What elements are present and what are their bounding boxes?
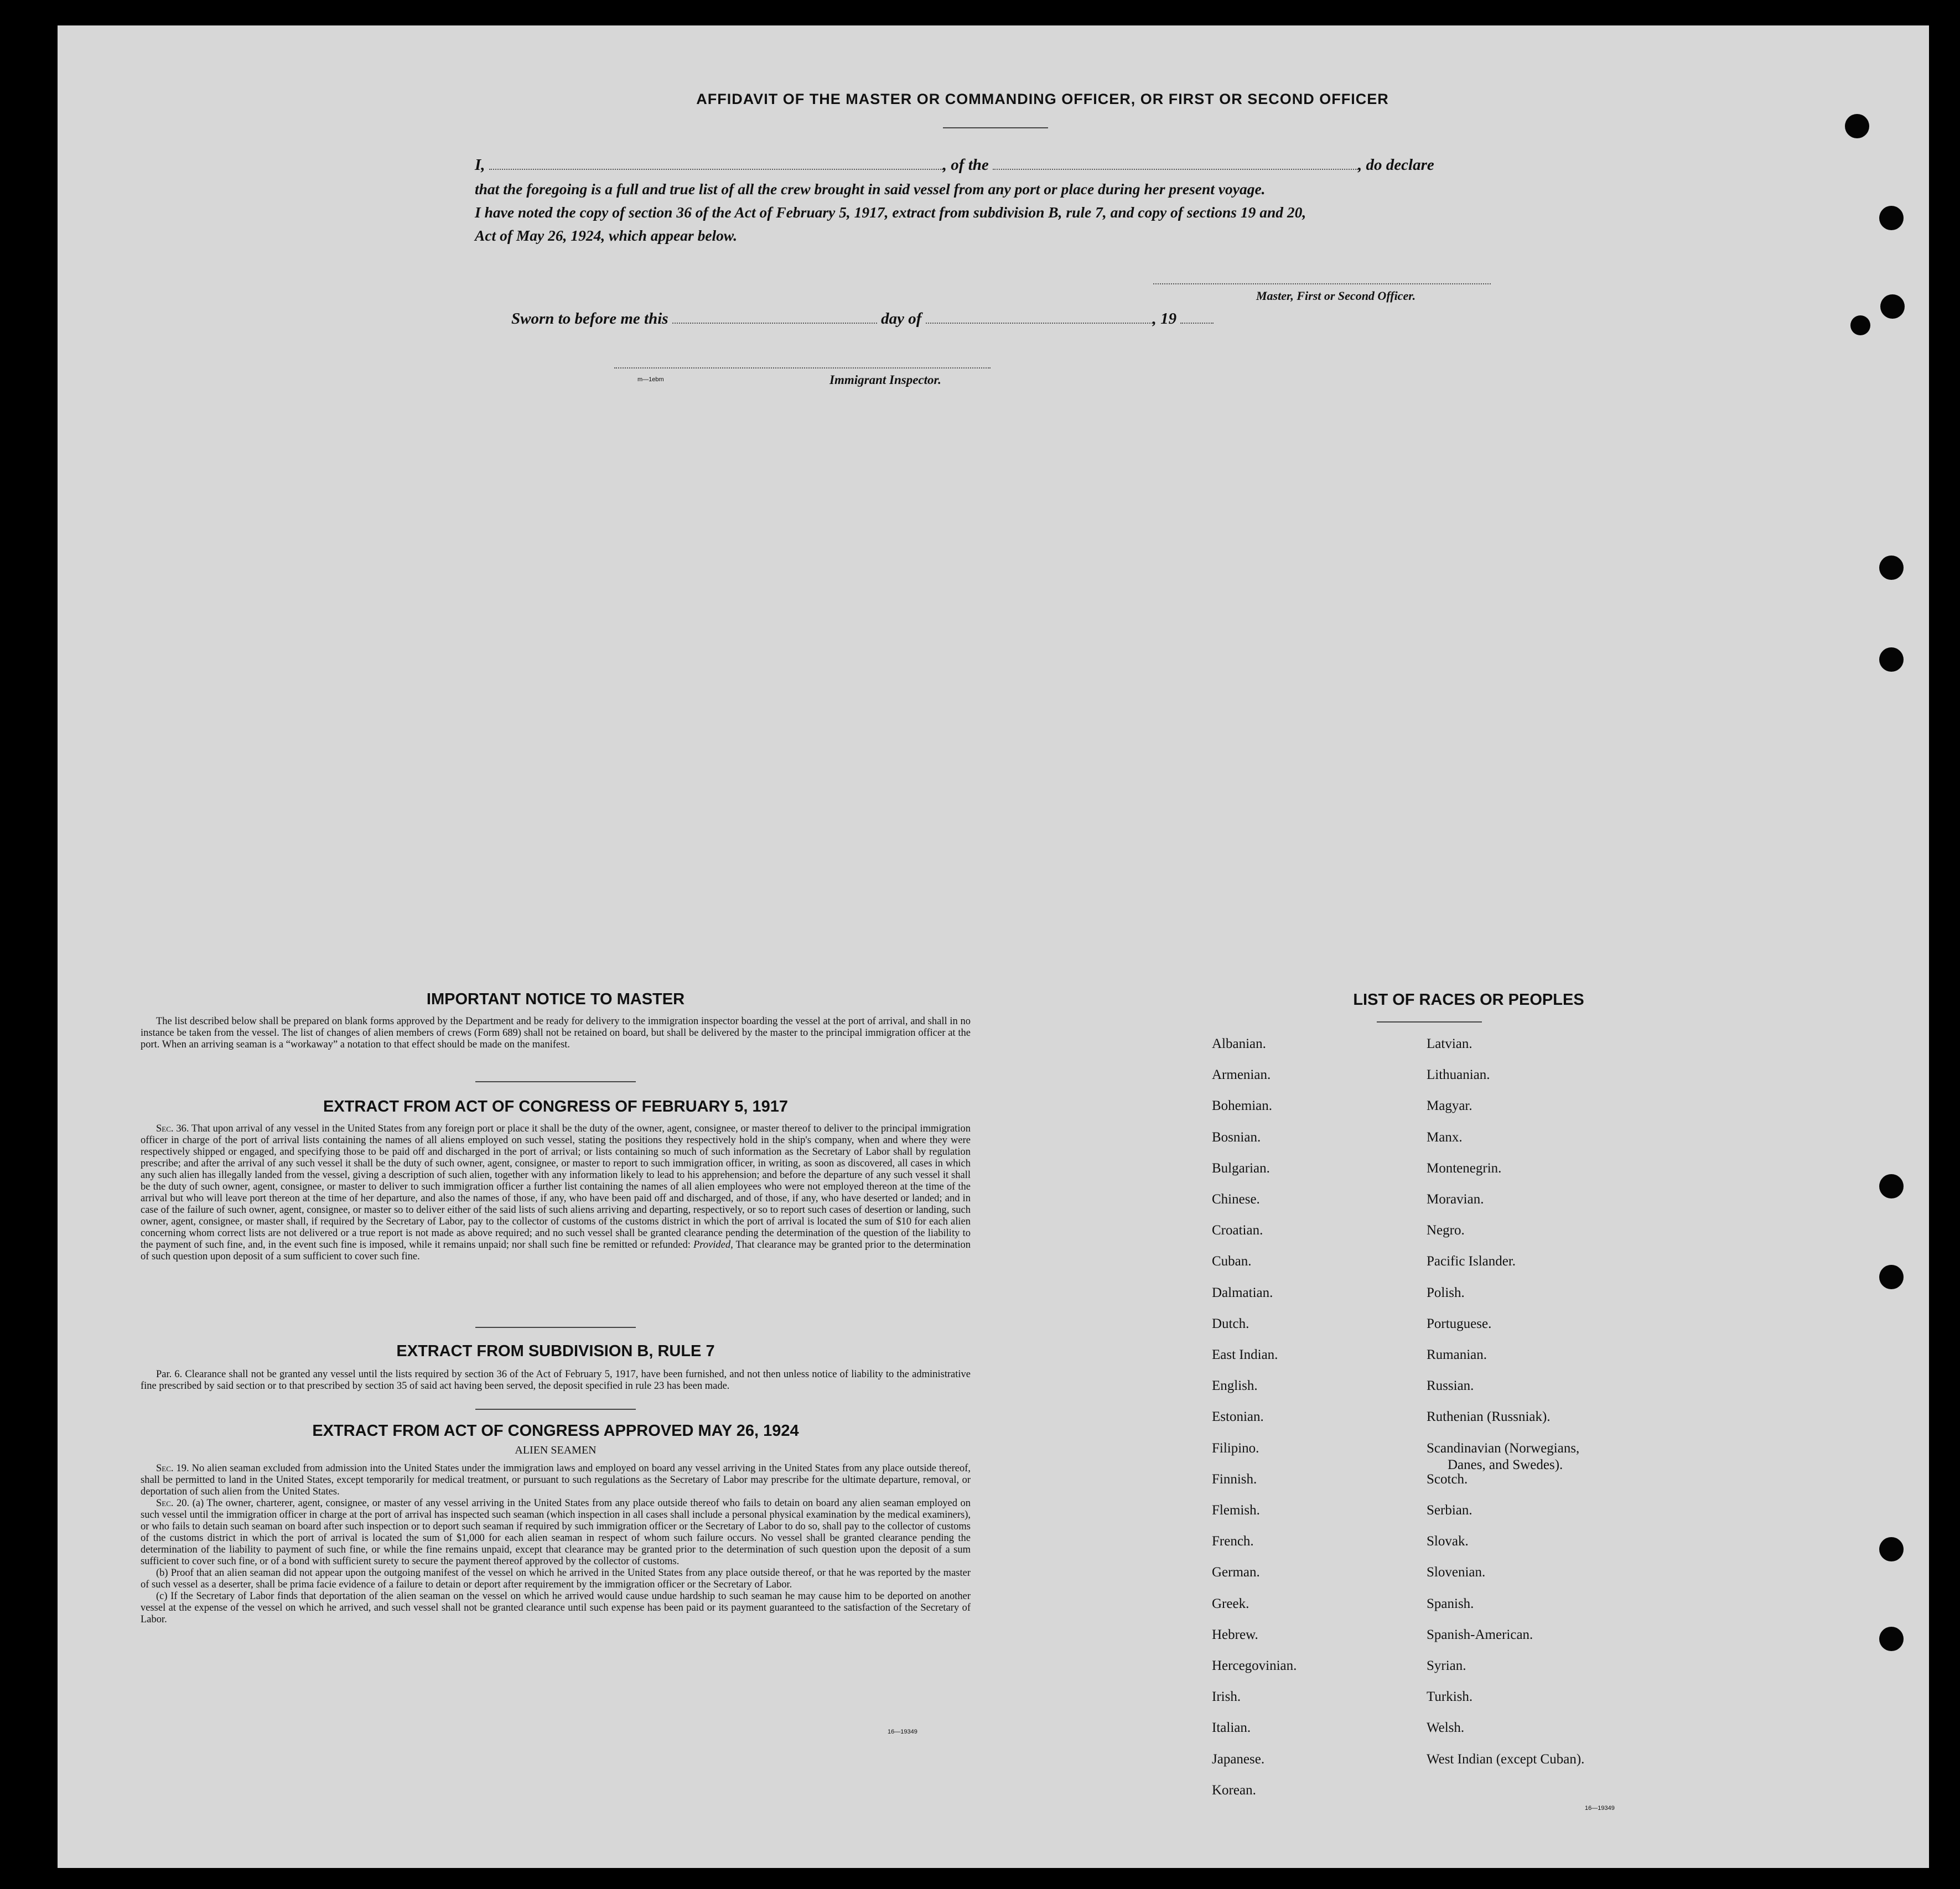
divider <box>475 1327 636 1328</box>
master-signature-label: Master, First or Second Officer. <box>1256 289 1416 303</box>
race-item: Flemish. <box>1212 1503 1260 1518</box>
punch-hole <box>1850 315 1870 335</box>
race-item: Serbian. <box>1427 1503 1472 1518</box>
punch-hole <box>1879 647 1904 672</box>
race-item: Slovak. <box>1427 1534 1469 1549</box>
race-item: Finnish. <box>1212 1471 1257 1487</box>
race-item: Russian. <box>1427 1378 1474 1394</box>
race-item: Ruthenian (Russniak). <box>1427 1409 1551 1425</box>
declaration-line-2: that the foregoing is a full and true list of all the crew brought in said vessel from any port or place during her present voyage. <box>475 180 1266 198</box>
section-36-end: That clearance may be granted prior to the determination of such question upon deposit of a sum sufficient to cover such fine. <box>141 1239 971 1262</box>
extract-1924-text <box>141 1463 971 1626</box>
sworn-year-prefix: , 19 <box>1152 310 1177 328</box>
punch-hole <box>1845 114 1869 138</box>
notice-title: IMPORTANT NOTICE TO MASTER <box>426 990 685 1008</box>
race-item: Cuban. <box>1212 1254 1252 1269</box>
race-item: Portuguese. <box>1427 1316 1492 1331</box>
race-item: Estonian. <box>1212 1409 1264 1425</box>
punch-hole <box>1880 294 1905 319</box>
race-item: Syrian. <box>1427 1658 1466 1673</box>
inspector-label: Immigrant Inspector. <box>829 373 941 387</box>
extract-1917-text <box>141 1123 971 1263</box>
declaration-i: I, <box>475 156 485 174</box>
inspector-signature-line <box>614 367 991 369</box>
declaration-line-4: Act of May 26, 1924, which appear below. <box>475 227 738 244</box>
alien-seamen-subtitle: ALIEN SEAMEN <box>515 1444 597 1456</box>
race-item: Irish. <box>1212 1689 1241 1705</box>
race-item: Scotch. <box>1427 1471 1468 1487</box>
sworn-month-blank[interactable] <box>926 320 1153 324</box>
race-item: English. <box>1212 1378 1258 1394</box>
section-20b-paragraph: (b) Proof that an alien seaman did not appear upon the outgoing manifest of the vessel on which he arrived in the United States from any place outside thereof, or that he was reported by the master of such vessel as a deserter, shall be prima facie evidence of a failure to detain or deport after requirement by the immigration officer or the Secretary of Labor. <box>141 1568 971 1590</box>
declaration-line-1 <box>475 156 1434 174</box>
declaration-line-3: I have noted the copy of section 36 of the Act of February 5, 1917, extract from subdivision B, rule 7, and copy of sections 19 and 20, <box>475 204 1306 221</box>
affidavit-title: AFFIDAVIT OF THE MASTER OR COMMANDING OFFICER, OR FIRST OR SECOND OFFICER <box>696 91 1389 107</box>
document-page <box>58 25 1929 1868</box>
name-blank[interactable] <box>489 167 943 170</box>
race-item: Greek. <box>1212 1596 1249 1611</box>
race-item: Croatian. <box>1212 1223 1263 1238</box>
extract-1924-title: EXTRACT FROM ACT OF CONGRESS APPROVED MAY 26, 1924 <box>312 1422 799 1440</box>
race-item: Italian. <box>1212 1720 1251 1736</box>
race-item: Magyar. <box>1427 1098 1472 1114</box>
punch-hole <box>1879 556 1904 580</box>
race-item: Albanian. <box>1212 1036 1266 1051</box>
race-item: Bosnian. <box>1212 1129 1261 1145</box>
divider <box>475 1409 636 1410</box>
proviso-label: Provided, <box>693 1239 733 1250</box>
punch-hole <box>1879 1627 1904 1651</box>
race-item: East Indian. <box>1212 1347 1278 1362</box>
sworn-year-blank[interactable] <box>1180 320 1214 324</box>
declaration-do-declare: , do declare <box>1358 156 1434 174</box>
race-item: Korean. <box>1212 1782 1256 1798</box>
race-item: Turkish. <box>1427 1689 1473 1705</box>
sworn-day-of: day of <box>881 310 922 328</box>
race-item: Spanish. <box>1427 1596 1474 1611</box>
race-item: Bulgarian. <box>1212 1160 1270 1176</box>
race-item: Negro. <box>1427 1223 1465 1238</box>
race-item: Bohemian. <box>1212 1098 1273 1114</box>
sworn-line <box>511 310 1214 328</box>
race-item: Scandinavian (Norwegians, <box>1427 1440 1580 1456</box>
race-item: French. <box>1212 1534 1254 1549</box>
section-20a-text: (a) The owner, charterer, agent, consignee, or master of any vessel arriving in the United States from any place outside thereof who fails to detain on board any alien seaman employed on such vessel until the immigration officer in charge at the port of arrival has inspected such seaman (which inspection in all cases shall include a personal physical examination by the medical examiners), or who fails to detain such seaman on board after such inspection or to deport such seaman if required by such immigration officer or the Secretary of Labor to do so, shall pay to the collector of customs of the customs district in which the port of arrival is located the sum of $1,000 for each alien seaman in respect of whom such failure occurs. No vessel shall be granted clearance pending the determination of the liability to payment of such fine, or while the fine remains unpaid, except that clearance may be granted prior to the determination of such question upon the deposit of a sum sufficient to cover such fine, or of a bond with sufficient surety to secure the payment thereof approved by the collector of customs. <box>141 1498 971 1567</box>
section-36-text: That upon arrival of any vessel in the United States from any foreign port or place it shall be the duty of the owner, agent, consignee, or master thereof to deliver to the principal immigration officer in charge of the port of arrival lists containing the names of all aliens employed on such vessel, stating the positions they respectively hold in the ship's company, when and where they were respectively shipped or engaged, and specifying those to be paid off and discharged in the port of arrival; or lists containing so much of such information as the Secretary of Labor shall by regulation prescribe; and after the arrival of any such vessel it shall be the duty of such owner, agent, consignee, or master to report to such immigration officer, in writing, as soon as discovered, all cases in which any such alien has illegally landed from the vessel, giving a description of such alien, together with any information likely to lead to his apprehension; and before the departure of any such vessel it shall be the duty of such owner, agent, consignee, or master to deliver to such immigration officer a further list containing the names of all alien employees who were not employed thereon at the time of the arrival but who will leave port thereon at the time of her departure, and also the names of those, if any, who have been paid off and discharged, and of those, if any, who have deserted or landed; and in case of the failure of such owner, agent, consignee, or master so to deliver either of the said lists of such aliens arriving and departing, respectively, or so to report such cases of desertion or landing, such owner, agent, consignee, or master shall, if required by the Secretary of Labor, pay to the collector of customs of the customs district in which the port of arrival is located the sum of $10 for each alien concerning whom correct lists are not delivered or a true report is not made as above required; and no such vessel shall be granted clearance pending the determination of the question of the liability to the payment of such fine, and, in the event such fine is imposed, while it remains unpaid; nor shall such fine be remitted or refunded: <box>141 1123 971 1250</box>
punch-hole <box>1879 1537 1904 1561</box>
section-20c-paragraph: (c) If the Secretary of Labor finds that deportation of the alien seaman on the vessel on which he arrived would cause undue hardship to such seaman he may cause him to be deported on another vessel at the expense of the vessel on which he arrived, and such vessel shall not be granted clearance until such expense has been paid or its payment guaranteed to the satisfaction of the Secretary of Labor. <box>141 1591 971 1625</box>
declaration-of-the: , of the <box>942 156 989 174</box>
race-item: Danes, and Swedes). <box>1448 1457 1563 1472</box>
sworn-day-blank[interactable] <box>672 320 877 324</box>
section-20-label: Sec. 20. <box>156 1498 190 1509</box>
divider <box>475 1081 636 1082</box>
vessel-blank[interactable] <box>993 167 1358 170</box>
section-19-paragraph <box>141 1463 971 1498</box>
race-item: Montenegrin. <box>1427 1160 1502 1176</box>
race-item: Dutch. <box>1212 1316 1249 1331</box>
section-19-text: No alien seaman excluded from admission into the United States under the immigration laws and employed on board any vessel arriving in the United States from any place outside thereof, shall be permitted to land in the United States, except temporarily for medical treatment, or pursuant to such regulations as the Secretary of Labor may prescribe for the ultimate departure, removal, or deportation of such alien from the United States. <box>141 1463 971 1497</box>
divider <box>1377 1021 1482 1023</box>
extract-rule-7-text <box>141 1369 971 1392</box>
divider <box>943 127 1048 128</box>
section-36-label: Sec. 36. <box>156 1123 189 1134</box>
race-item: Moravian. <box>1427 1192 1484 1207</box>
punch-hole <box>1879 206 1904 230</box>
paragraph-6: Par. 6. Clearance shall not be granted any vessel until the lists required by section 36 of the Act of February 5, 1917, have been furnished, and not then unless notice of liability to the administrative fine prescribed by said section or to that prescribed by section 35 of said act having been served, the deposit specified in rule 23 has been made. <box>141 1369 971 1392</box>
notice-text <box>141 1016 971 1051</box>
race-item: Rumanian. <box>1427 1347 1487 1362</box>
extract-1917-title: EXTRACT FROM ACT OF CONGRESS OF FEBRUARY 5, 1917 <box>323 1098 789 1115</box>
sworn-label: Sworn to before me this <box>511 310 668 328</box>
master-signature-line <box>1153 283 1491 284</box>
race-item: Welsh. <box>1427 1720 1465 1736</box>
extract-form-number: 16—19349 <box>888 1729 917 1735</box>
extract-rule-7-title: EXTRACT FROM SUBDIVISION B, RULE 7 <box>396 1342 715 1360</box>
race-item: Hebrew. <box>1212 1627 1258 1642</box>
races-list-title: LIST OF RACES OR PEOPLES <box>1353 991 1584 1009</box>
race-item: Hercegovinian. <box>1212 1658 1297 1673</box>
section-36-paragraph <box>141 1123 971 1263</box>
punch-hole <box>1879 1265 1904 1289</box>
race-item: Armenian. <box>1212 1067 1271 1083</box>
race-item: Slovenian. <box>1427 1565 1486 1580</box>
race-item: Dalmatian. <box>1212 1285 1273 1300</box>
race-item: German. <box>1212 1565 1260 1580</box>
section-19-label: Sec. 19. <box>156 1463 189 1474</box>
race-item: West Indian (except Cuban). <box>1427 1751 1585 1767</box>
race-item: Latvian. <box>1427 1036 1472 1051</box>
punch-hole <box>1879 1174 1904 1198</box>
race-item: Spanish-American. <box>1427 1627 1533 1642</box>
race-item: Polish. <box>1427 1285 1465 1300</box>
inspector-form-mark: m—1ebm <box>637 376 664 383</box>
notice-paragraph: The list described below shall be prepared on blank forms approved by the Department and be ready for delivery to the immigration inspector boarding the vessel at the port of arrival, and shall in no instance be taken from the vessel. The list of changes of alien members of crews (Form 689) shall not be retained on board, but shall be delivered by the master to the principal immigration officer at the port. When an arriving seaman is a “workaway” a notation to that effect should be made on the manifest. <box>141 1016 971 1050</box>
race-item: Japanese. <box>1212 1751 1265 1767</box>
section-20a-paragraph <box>141 1498 971 1568</box>
race-item: Pacific Islander. <box>1427 1254 1516 1269</box>
race-item: Lithuanian. <box>1427 1067 1490 1083</box>
race-item: Filipino. <box>1212 1440 1259 1456</box>
race-item: Chinese. <box>1212 1192 1260 1207</box>
race-item: Manx. <box>1427 1129 1463 1145</box>
races-form-number: 16—19349 <box>1585 1805 1615 1812</box>
